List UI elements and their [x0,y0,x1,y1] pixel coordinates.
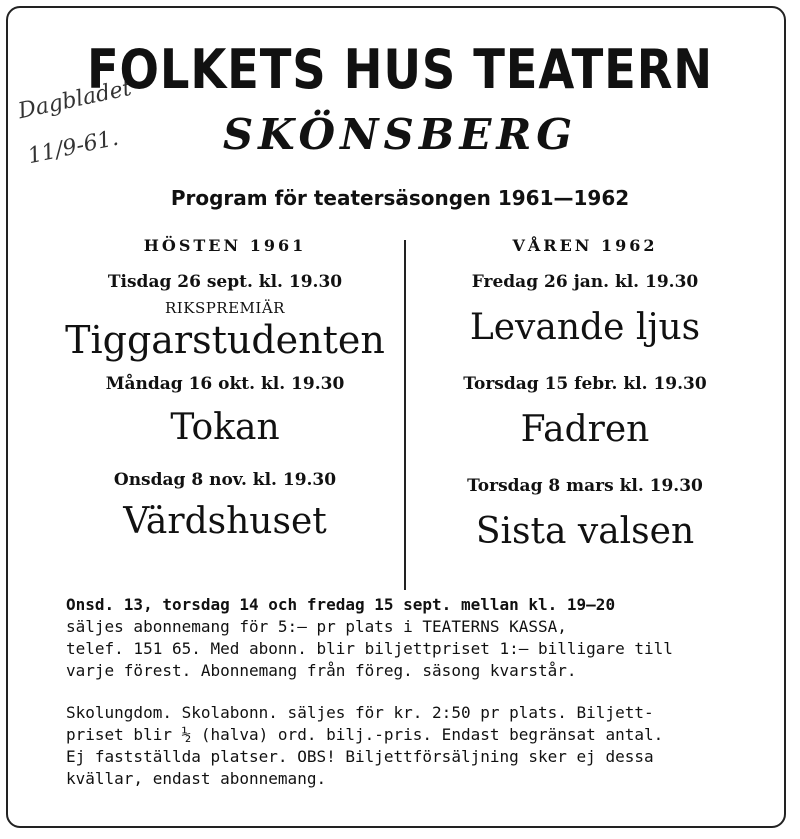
show-datetime: Måndag 16 okt. kl. 19.30 [105,374,345,394]
page-title: FOLKETS HUS TEATERN [86,38,714,101]
info-line: Skolungdom. Skolabonn. säljes för kr. 2:50 pr plats. Biljett- [66,703,654,722]
show-item [420,475,750,555]
autumn-heading: HÖSTEN 1961 [143,236,307,255]
info-line: Ej fastställda platser. OBS! Biljettförsäljning sker ej dessa [66,747,654,766]
show-title: Sista valsen [475,511,695,552]
show-title: Tokan [170,407,280,448]
show-note: RIKSPREMIÄR [165,299,285,317]
info-line: kvällar, endast abonnemang. [66,769,327,788]
show-item [420,271,750,351]
location-title: SKÖNSBERG [222,110,578,159]
show-title: Tiggarstudenten [65,318,385,362]
info-line: telef. 151 65. Med abonn. blir biljettpriset 1:— billigare till [66,639,673,658]
column-divider [404,240,406,590]
handwritten-source: Dagbladet [16,75,134,125]
info-line: Onsd. 13, torsdag 14 och fredag 15 sept. mellan kl. 19—20 [66,595,616,614]
subscription-info [66,594,756,682]
show-title: Levande ljus [469,307,701,348]
program-heading: Program för teatersäsongen 1961—1962 [170,186,630,210]
info-line: priset blir ½ (halva) ord. bilj.-pris. Endast begränsat antal. [66,725,664,744]
show-item [60,373,390,451]
info-line: säljes abonnemang för 5:— pr plats i TEATERNS KASSA, [66,617,567,636]
show-datetime: Torsdag 8 mars kl. 19.30 [467,476,703,496]
show-datetime: Onsdag 8 nov. kl. 19.30 [113,470,337,490]
autumn-column [60,236,390,555]
info-line: varje förest. Abonnemang från föreg. säsong kvarstår. [66,661,577,680]
spring-heading: VÅREN 1962 [512,236,658,255]
student-info [66,702,756,790]
show-datetime: Torsdag 15 febr. kl. 19.30 [463,374,707,394]
show-item [60,271,390,363]
show-title: Värdshuset [123,501,327,542]
show-title: Fadren [520,409,650,450]
show-datetime: Tisdag 26 sept. kl. 19.30 [107,272,343,292]
show-item [60,469,390,545]
show-item [420,373,750,453]
spring-column [420,236,750,565]
handwritten-date: 11/9-61. [25,125,121,170]
show-datetime: Fredag 26 jan. kl. 19.30 [471,272,699,292]
